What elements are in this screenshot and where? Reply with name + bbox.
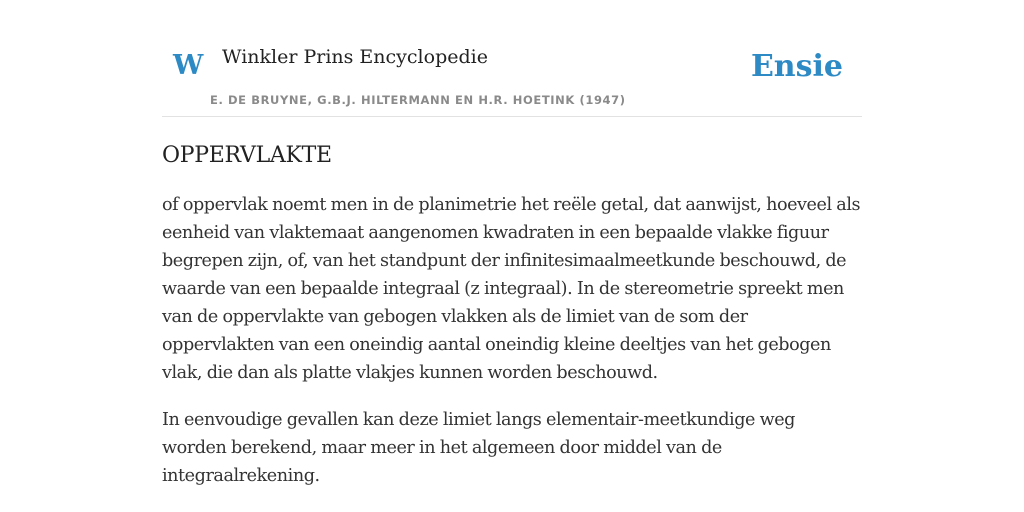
content-container (162, 0, 862, 509)
site-title[interactable]: Winkler Prins Encyclopedie (222, 46, 488, 68)
paragraph: In eenvoudige gevallen kan deze limiet langs elementair-meetkundige weg worden berekend, maar meer in het algemeen door middel van de integraalrekening. (162, 410, 795, 487)
entry-body (162, 191, 862, 490)
entry-title: OPPERVLAKTE (162, 143, 332, 168)
header (162, 0, 862, 117)
ensie-logo[interactable]: Ensie (750, 49, 843, 84)
winkler-prins-logo[interactable]: W (173, 50, 204, 81)
paragraph: of oppervlak noemt men in de planimetrie het reële getal, dat aanwijst, hoeveel als eenheid van vlaktemaat aangenomen kwadraten in een bepaalde vlakke figuur begrepen zijn, of, van het standpunt der infinitesimaalmeetkunde beschouwd, de waarde van een bepaalde integraal (z integraal). In de stereometrie spreekt men van de oppervlakte van gebogen vlakken als de limiet van de som der oppervlakten van een oneindig aantal oneindig kleine deeltjes van het gebogen vlak, die dan als platte vlakjes kunnen worden beschouwd. (162, 195, 861, 384)
authors-line: E. DE BRUYNE, G.B.J. HILTERMANN EN H.R. HOETINK (1947) (210, 93, 626, 107)
